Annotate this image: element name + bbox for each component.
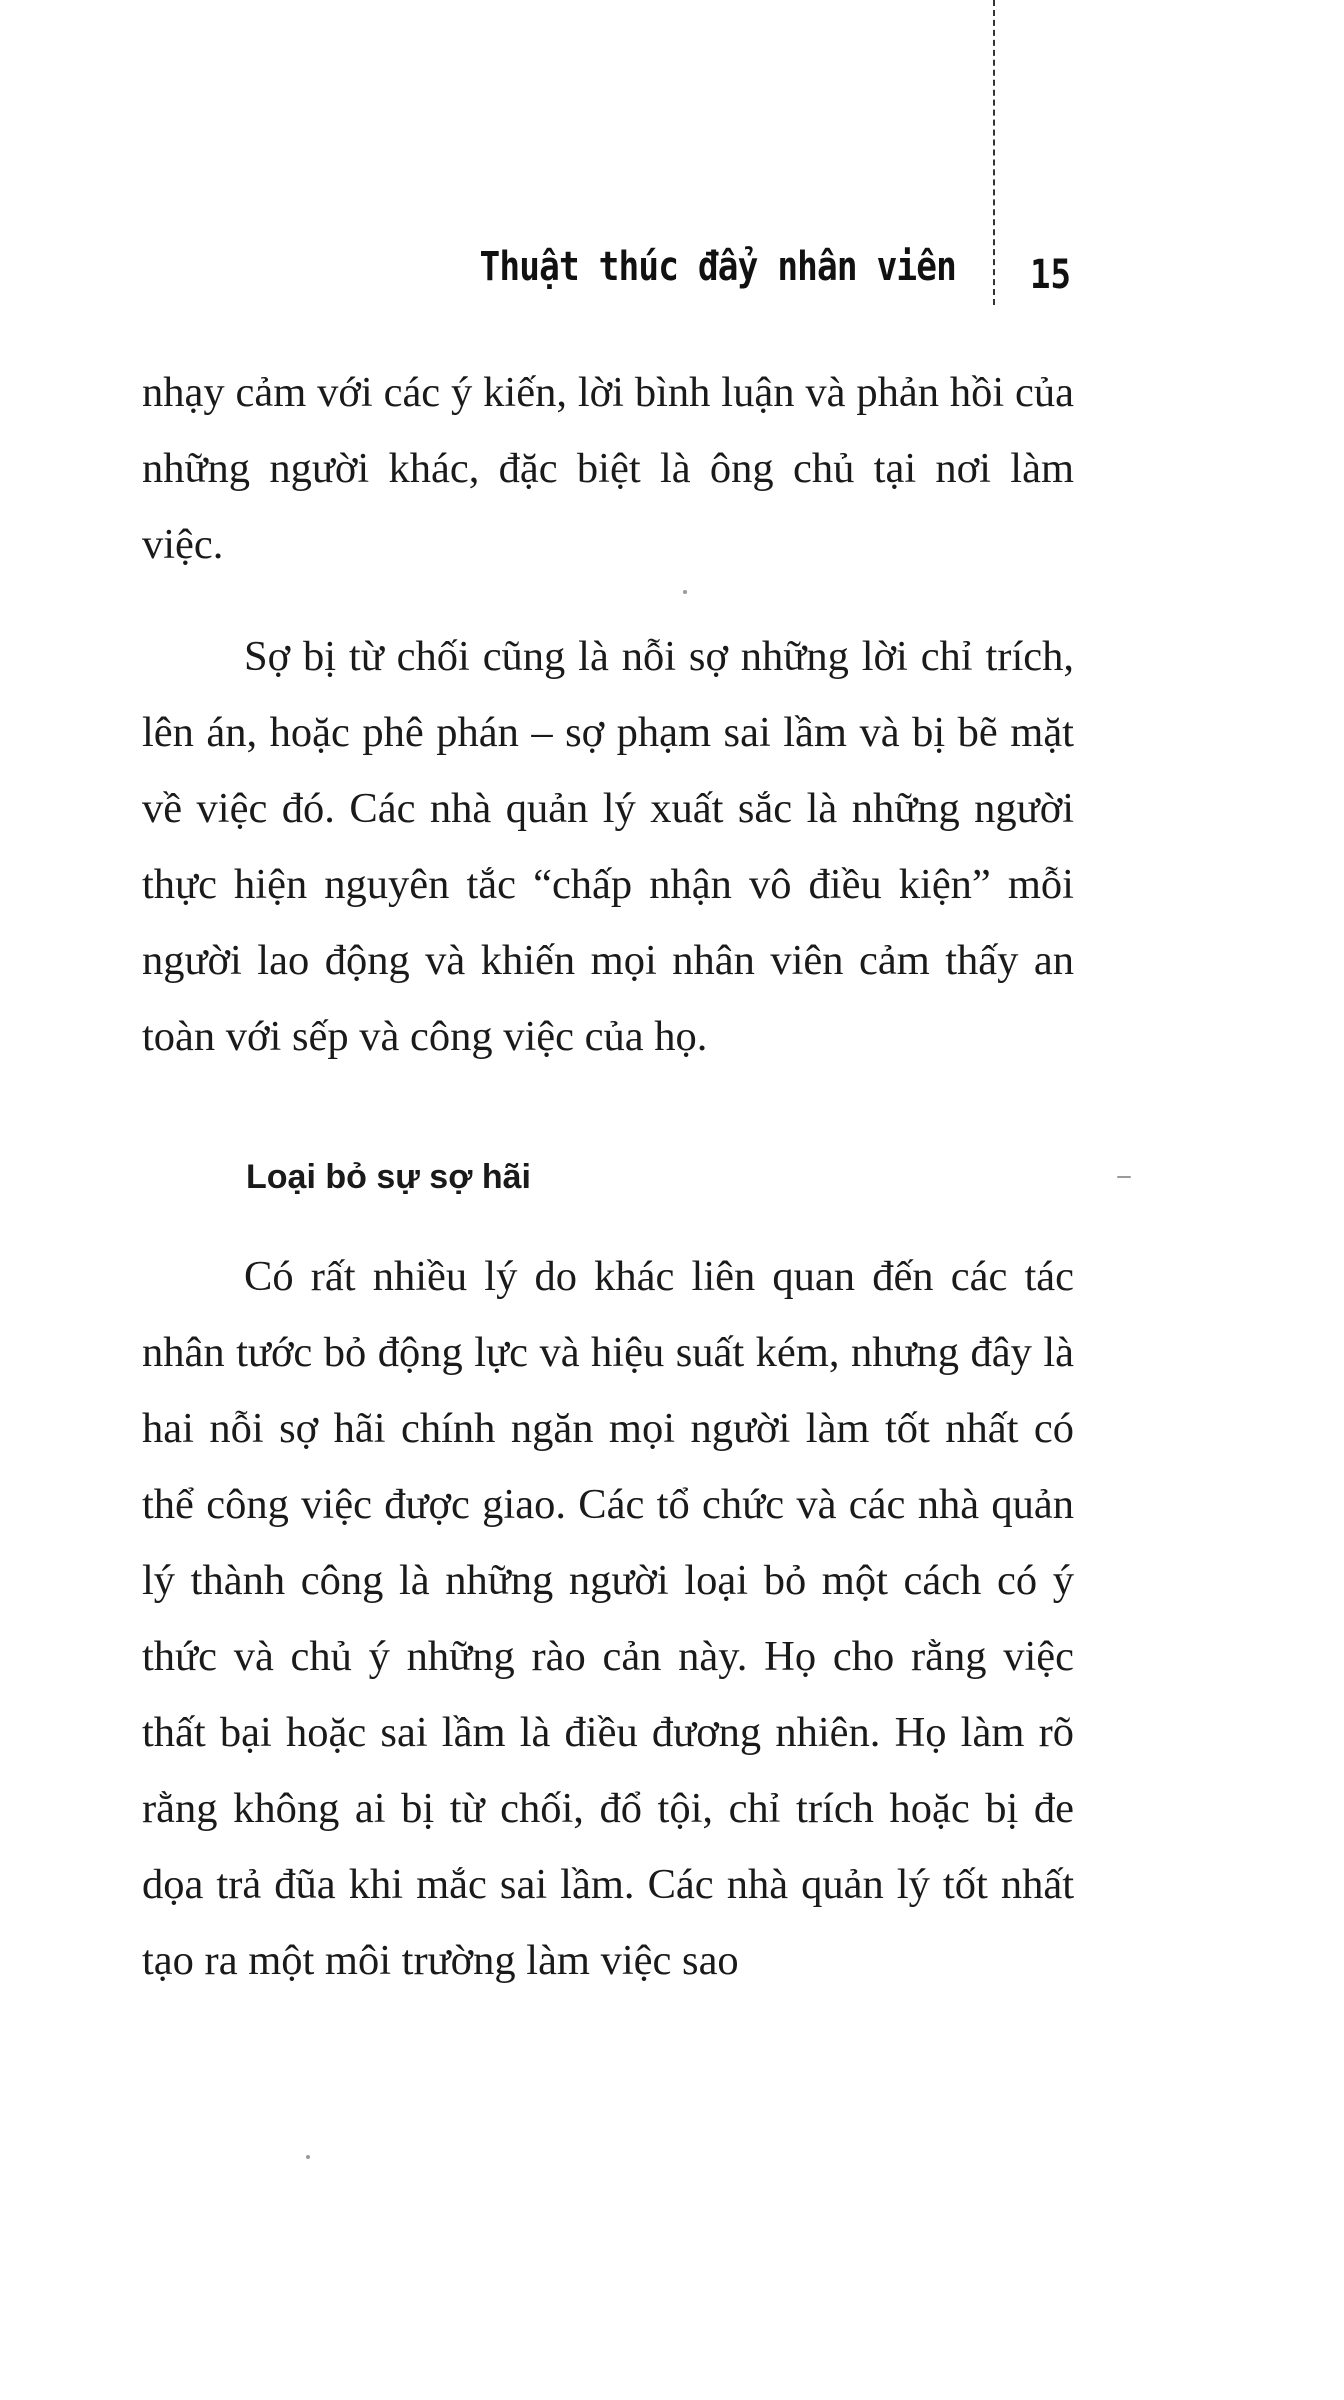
body-text xyxy=(142,355,1074,1999)
running-title: Thuật thúc đẩy nhân viên xyxy=(479,244,956,290)
paragraph-fear-of-rejection: Sợ bị từ chối cũng là nỗi sợ những lời chỉ trích, lên án, hoặc phê phán – sợ phạm sai lầm và bị bẽ mặt về việc đó. Các nhà quản lý xuất sắc là những người thực hiện nguyên tắc “chấp nhận vô điều kiện” mỗi người lao động và khiến mọi nhân viên cảm thấy an toàn với sếp và công việc của họ. xyxy=(142,633,1074,1060)
print-speck xyxy=(683,590,687,594)
paragraph-continued: nhạy cảm với các ý kiến, lời bình luận và phản hồi của những người khác, đặc biệt là ông chủ tại nơi làm việc. xyxy=(142,369,1074,568)
paragraph-eliminate-fear: Có rất nhiều lý do khác liên quan đến các tác nhân tước bỏ động lực và hiệu suất kém, nhưng đây là hai nỗi sợ hãi chính ngăn mọi người làm tốt nhất có thể công việc được giao. Các tổ chức và các nhà quản lý thành công là những người loại bỏ một cách có ý thức và chủ ý những rào cản này. Họ cho rằng việc thất bại hoặc sai lầm là điều đương nhiên. Họ làm rõ rằng không ai bị từ chối, đổ tội, chỉ trích hoặc bị đe dọa trả đũa khi mắc sai lầm. Các nhà quản lý tốt nhất tạo ra một môi trường làm việc sao xyxy=(142,1253,1074,1984)
running-header xyxy=(0,232,1344,302)
print-speck xyxy=(1117,1176,1131,1178)
page-number: 15 xyxy=(1030,252,1071,298)
section-heading: Loại bỏ sự sợ hãi xyxy=(246,1158,531,1196)
print-speck xyxy=(306,2155,310,2159)
